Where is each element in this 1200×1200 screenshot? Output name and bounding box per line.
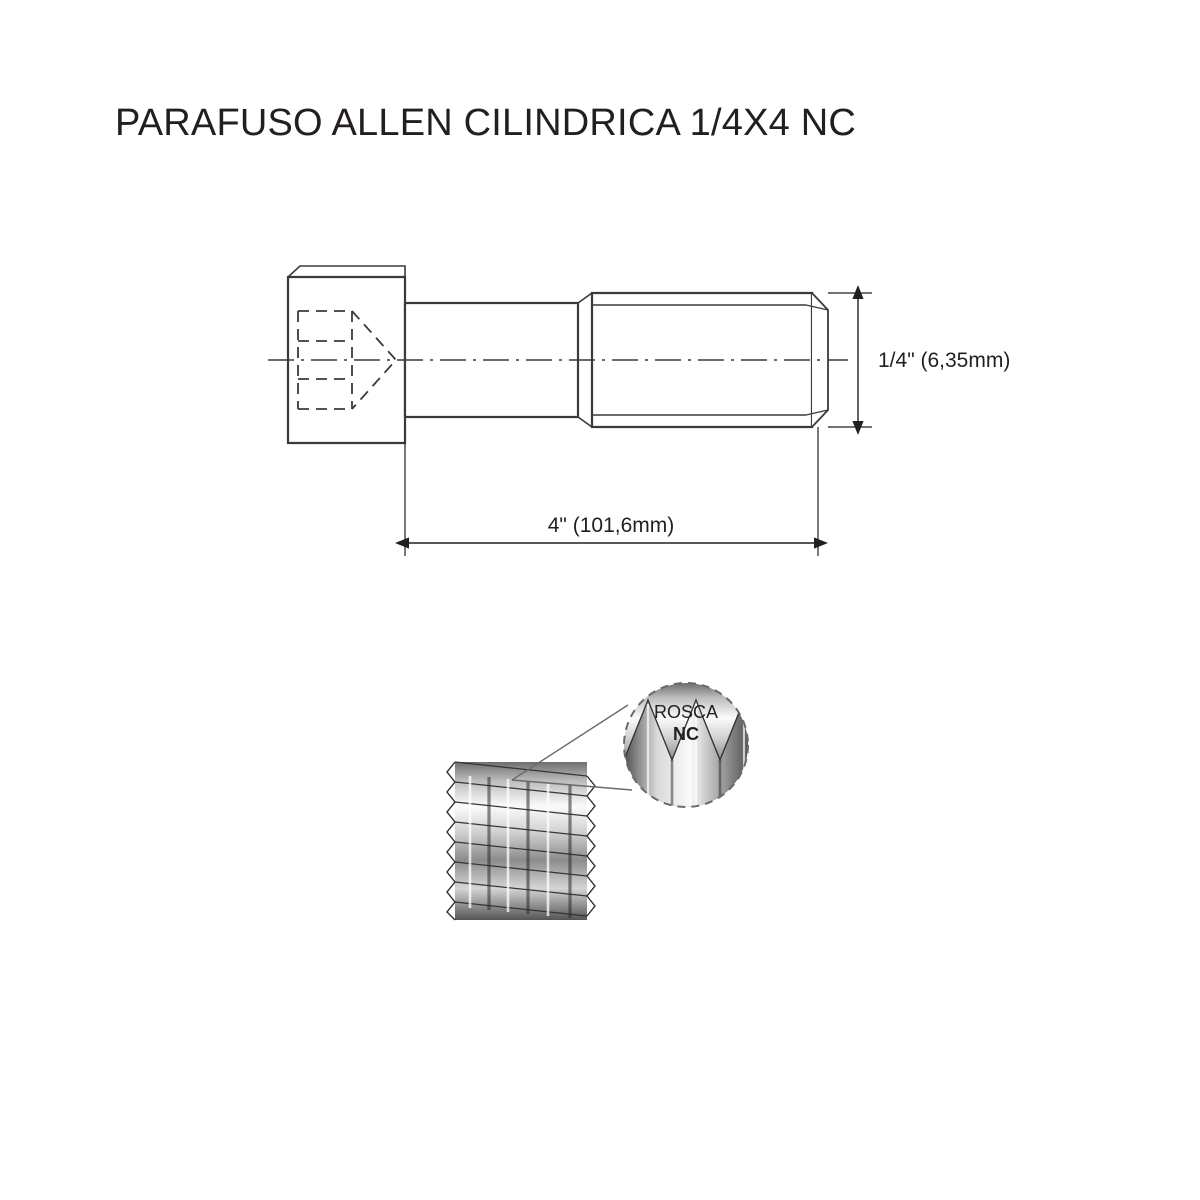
bolt-orthographic-view [268, 266, 1010, 556]
bolt-head-chamfer [288, 266, 405, 277]
diameter-dimension-label: 1/4" (6,35mm) [878, 349, 1011, 372]
threaded-stub-body [455, 762, 587, 920]
page-title: PARAFUSO ALLEN CILINDRICA 1/4X4 NC [115, 102, 857, 144]
thread-profile-left [447, 762, 455, 920]
rosca-callout-label: ROSCA [653, 702, 719, 722]
length-dimension-label: 4" (101,6mm) [547, 514, 675, 537]
diameter-dimension [828, 293, 1010, 427]
thread-profile-right [587, 776, 595, 916]
rosca-callout-type: NC [673, 724, 699, 744]
thread-detail-illustration [447, 683, 756, 920]
length-dimension [405, 427, 818, 556]
